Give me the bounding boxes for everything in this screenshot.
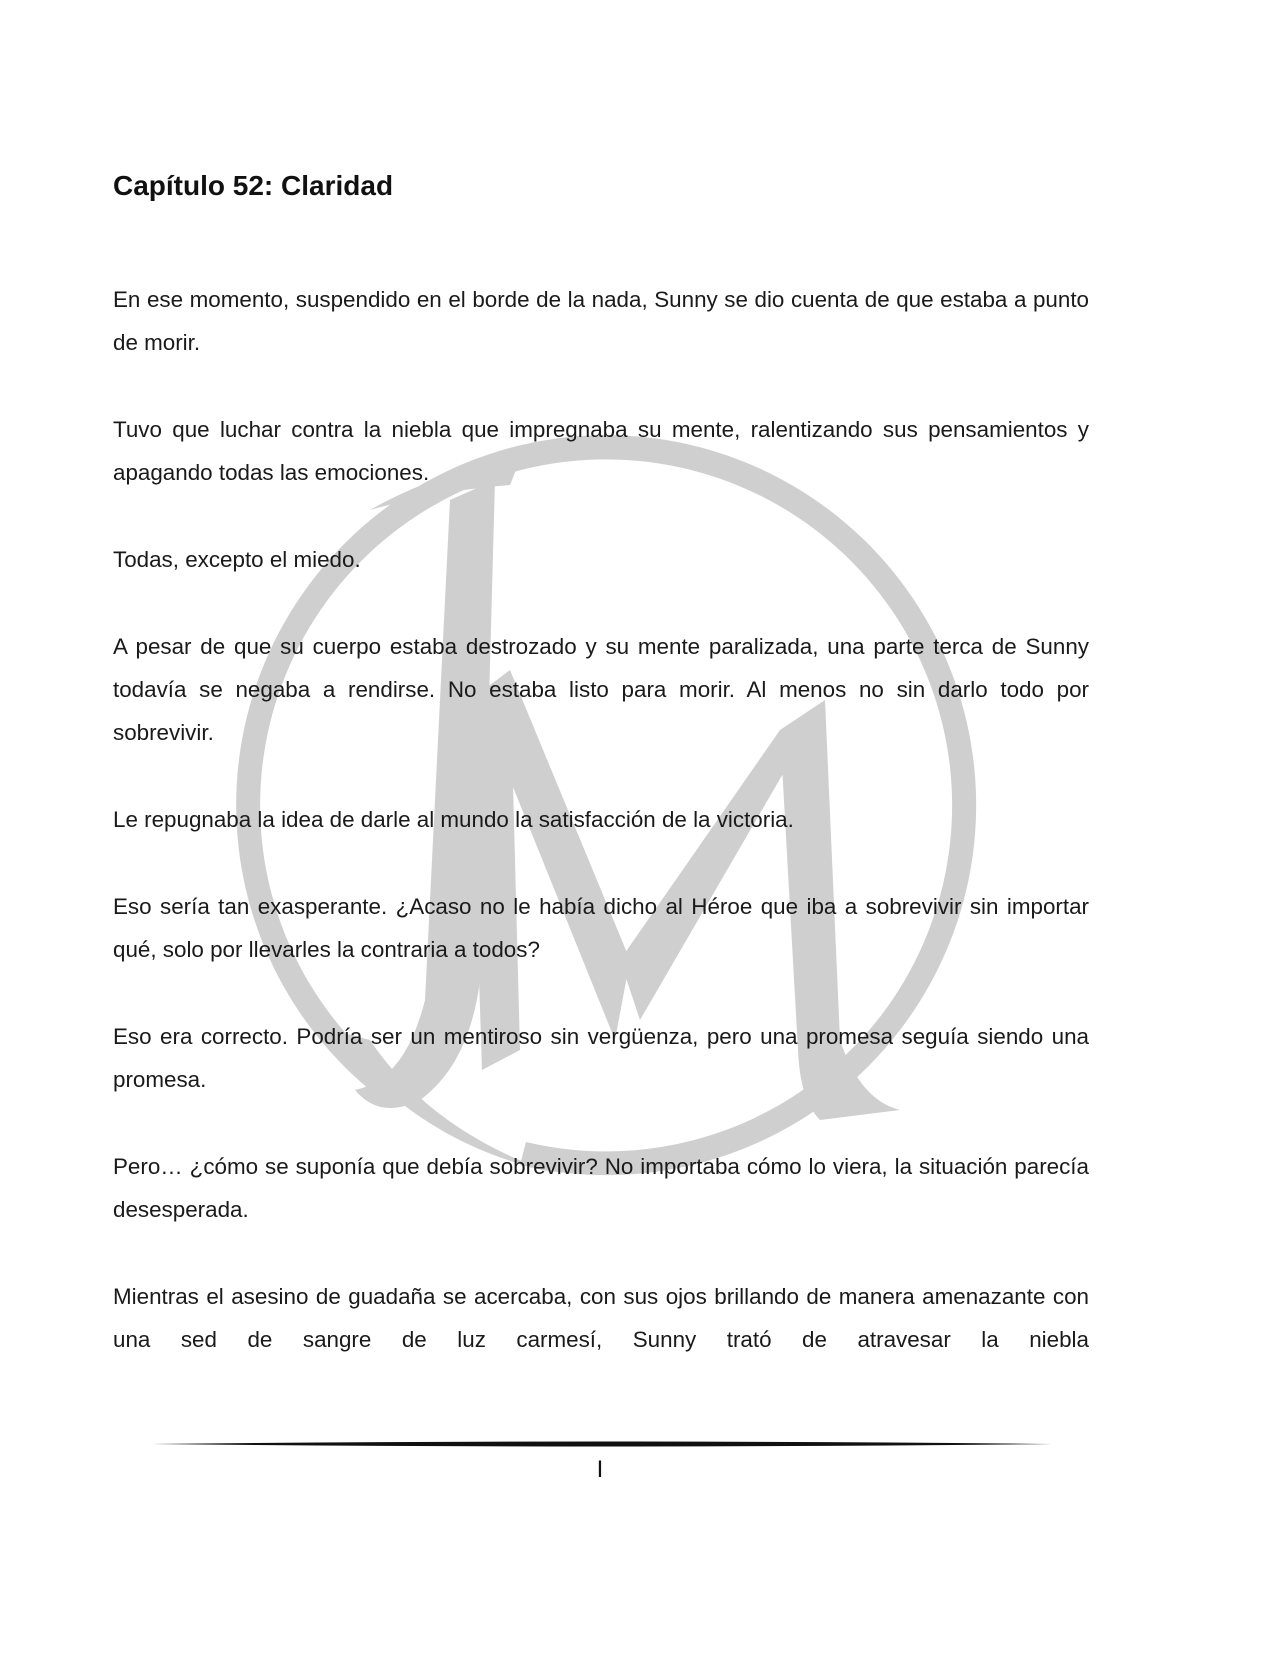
paragraph: Mientras el asesino de guadaña se acercaba, con sus ojos brillando de manera amenazante con una sed de sangre de luz carmesí, Sunny trató de atravesar la niebla bbox=[113, 1284, 1089, 1352]
paragraph: Eso era correcto. Podría ser un mentiroso sin vergüenza, pero una promesa seguía siendo una promesa. bbox=[113, 1024, 1089, 1092]
paragraph: Eso sería tan exasperante. ¿Acaso no le había dicho al Héroe que iba a sobrevivir sin importar qué, solo por llevarles la contraria a todos? bbox=[113, 894, 1089, 962]
paragraph: Le repugnaba la idea de darle al mundo la satisfacción de la victoria. bbox=[113, 807, 794, 832]
paragraph: En ese momento, suspendido en el borde de la nada, Sunny se dio cuenta de que estaba a punto de morir. bbox=[113, 287, 1089, 355]
paragraph: Pero… ¿cómo se suponía que debía sobrevivir? No importaba cómo lo viera, la situación parecía desesperada. bbox=[113, 1154, 1089, 1222]
footer-divider bbox=[152, 1436, 1052, 1452]
chapter-title: Capítulo 52: Claridad bbox=[113, 170, 394, 201]
page-number: I bbox=[596, 1456, 604, 1483]
paragraph: Todas, excepto el miedo. bbox=[113, 547, 361, 572]
paragraph: A pesar de que su cuerpo estaba destrozado y su mente paralizada, una parte terca de Sunny todavía se negaba a rendirse. No estaba listo para morir. Al menos no sin darlo todo por sobrevivir. bbox=[113, 634, 1089, 745]
paragraph: Tuvo que luchar contra la niebla que impregnaba su mente, ralentizando sus pensamientos y apagando todas las emociones. bbox=[113, 417, 1089, 485]
document-body bbox=[113, 168, 1089, 1361]
